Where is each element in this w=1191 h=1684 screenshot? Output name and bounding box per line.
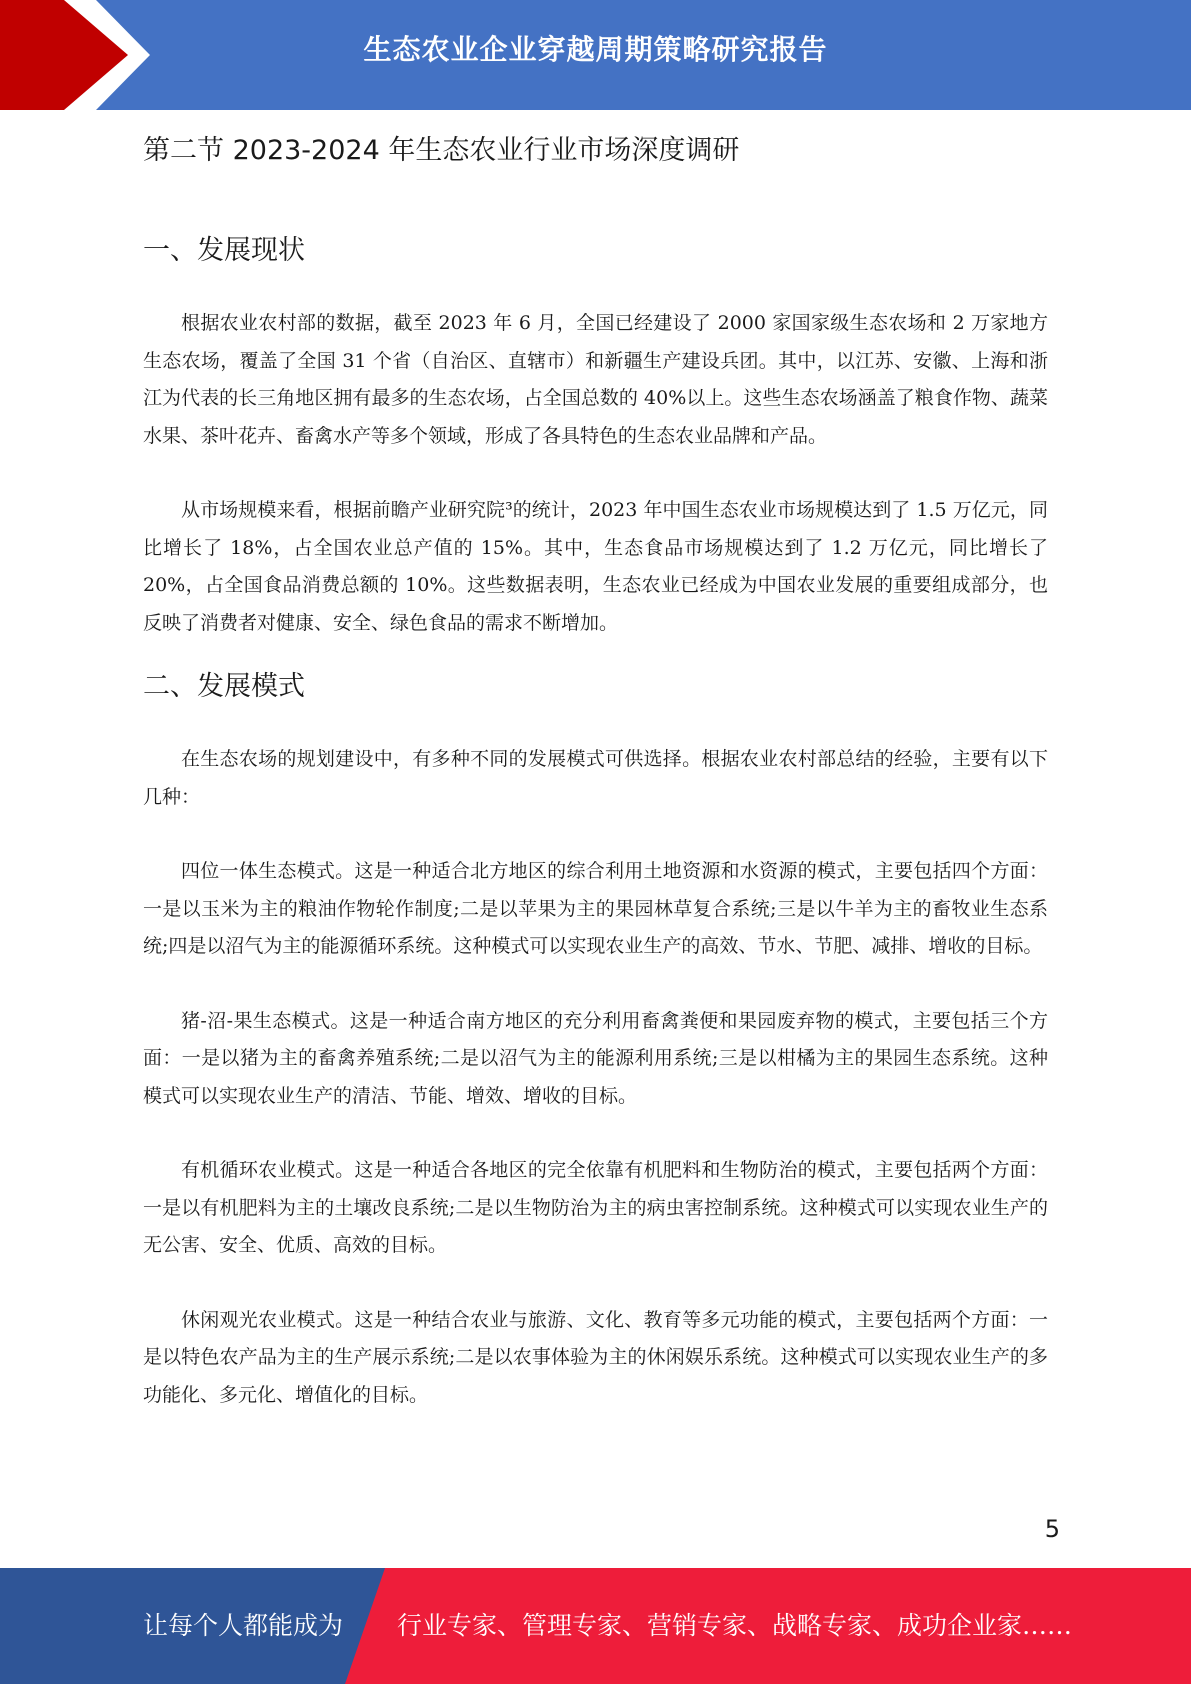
report-title: 生态农业企业穿越周期策略研究报告 [363, 33, 828, 66]
paragraph-status-1: 根据农业农村部的数据，截至 2023 年 6 月，全国已经建设了 2000 家国家级生态农场和 2 万家地方生态农场，覆盖了全国 31 个省（自治区、直辖市）和新疆生产建设兵团。其中，以江苏、安徽、上海和浙江为代表的长三角地区拥有最多的生态农场，占全国总数的 40%以上。这些生态农场涵盖了粮食作物、蔬菜水果、茶叶花卉、畜禽水产等多个领域，形成了各具特色的生态农业品牌和产品。 [143, 312, 1048, 447]
paragraph-status-2: 从市场规模来看，根据前瞻产业研究院³的统计，2023 年中国生态农业市场规模达到了 1.5 万亿元，同比增长了 18%，占全国农业总产值的 15%。其中，生态食品市场规模达到了 1.2 万亿元，同比增长了 20%，占全国食品消费总额的 10%。这些数据表明，生态农业已经成为中国农业发展的重要组成部分，也反映了消费者对健康、安全、绿色食品的需求不断增加。 [143, 499, 1048, 634]
footer-slogan-right: 行业专家、管理专家、营销专家、战略专家、成功企业家…… [397, 1611, 1073, 1640]
footer-band [0, 1568, 1191, 1684]
header-band [0, 0, 1191, 110]
paragraph-model-pig-biogas-fruit: 猪-沼-果生态模式。这是一种适合南方地区的充分利用畜禽粪便和果园废弃物的模式，主要包括三个方面：一是以猪为主的畜禽养殖系统;二是以沼气为主的能源利用系统;三是以柑橘为主的果园生态系统。这种模式可以实现农业生产的清洁、节能、增效、增收的目标。 [143, 1009, 1048, 1107]
paragraph-model-four-in-one: 四位一体生态模式。这是一种适合北方地区的综合利用土地资源和水资源的模式，主要包括四个方面：一是以玉米为主的粮油作物轮作制度;二是以苹果为主的果园林草复合系统;三是以牛羊为主的畜牧业生态系统;四是以沼气为主的能源循环系统。这种模式可以实现农业生产的高效、节水、节肥、减排、增收的目标。 [143, 860, 1048, 957]
paragraph-model-organic-cycle: 有机循环农业模式。这是一种适合各地区的完全依靠有机肥料和生物防治的模式，主要包括两个方面：一是以有机肥料为主的土壤改良系统;二是以生物防治为主的病虫害控制系统。这种模式可以实现农业生产的无公害、安全、优质、高效的目标。 [143, 1159, 1048, 1256]
heading-development-models: 二、发展模式 [143, 671, 305, 702]
paragraph-models-intro: 在生态农场的规划建设中，有多种不同的发展模式可供选择。根据农业农村部总结的经验，主要有以下几种： [143, 748, 1048, 808]
section-title: 第二节 2023-2024 年生态农业行业市场深度调研 [143, 135, 740, 166]
page-content [143, 126, 1048, 1414]
paragraph-model-leisure-tourism: 休闲观光农业模式。这是一种结合农业与旅游、文化、教育等多元功能的模式，主要包括两个方面：一是以特色农产品为主的生产展示系统;二是以农事体验为主的休闲娱乐系统。这种模式可以实现农业生产的多功能化、多元化、增值化的目标。 [143, 1308, 1048, 1406]
page-number: 5 [1044, 1515, 1060, 1543]
heading-development-status: 一、发展现状 [143, 235, 305, 266]
footer-slogan-left: 让每个人都能成为 [143, 1611, 344, 1640]
